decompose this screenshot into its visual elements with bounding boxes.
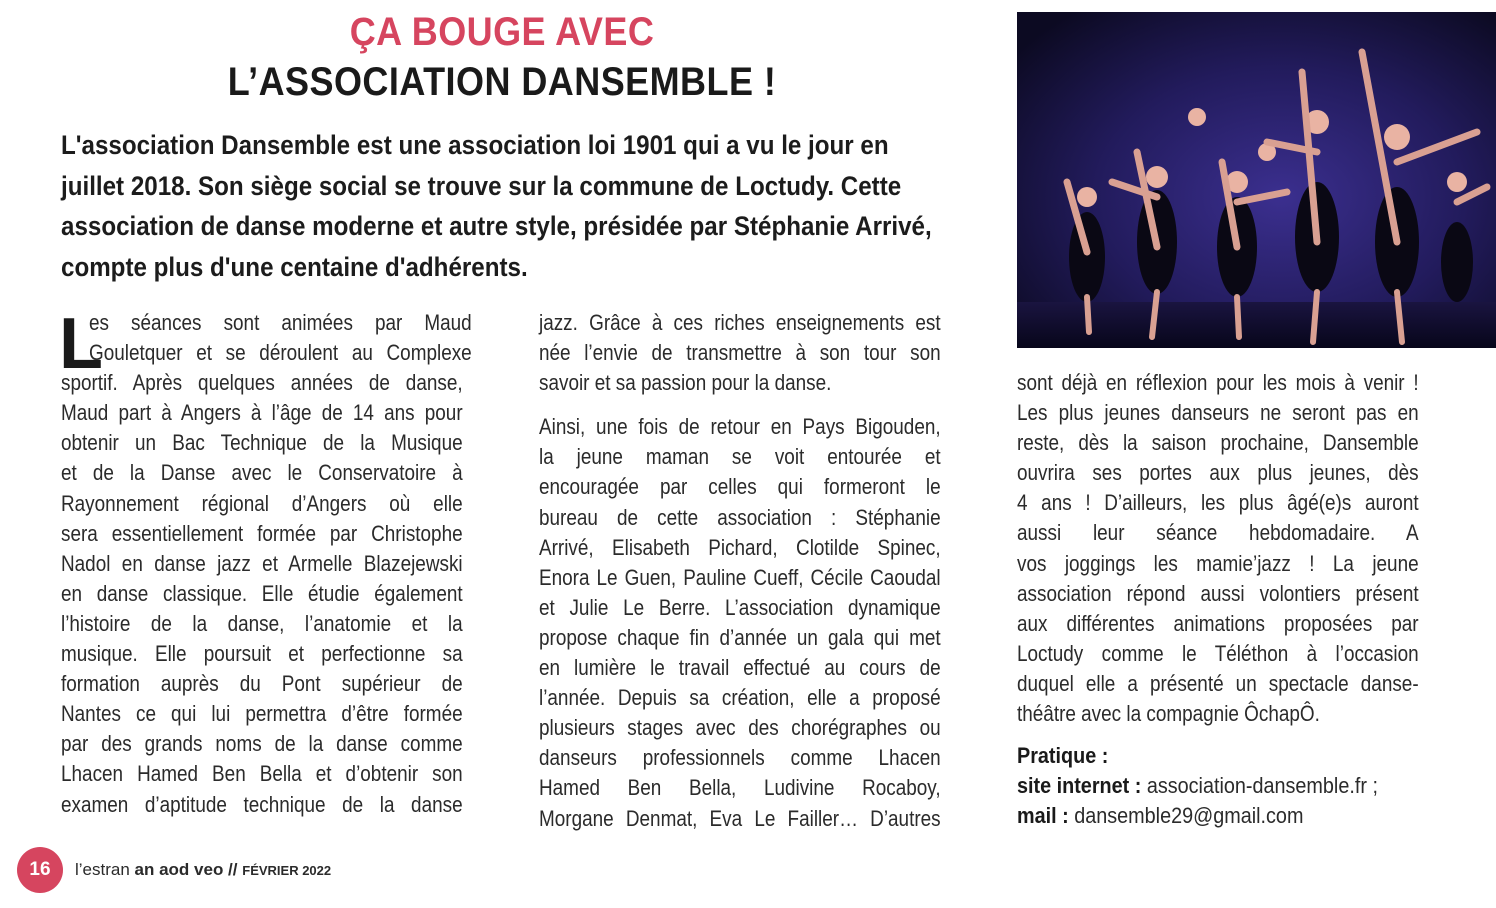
body-line: Les plus jeunes danseurs ne seront pas en [1017,400,1419,426]
intro-line: association de danse moderne et autre style, présidée par Stéphanie Arrivé, [61,211,932,241]
website-link[interactable]: association-dansemble.fr ; [1141,773,1378,799]
publication-name [75,860,331,880]
body-line: la jeune maman se voit entourée et [539,444,941,470]
column-3 [1017,368,1419,729]
body-line: formation auprès du Pont supérieur de [61,671,463,697]
body-line: 4 ans ! D’ailleurs, les plus âgé(e)s auront [1017,490,1419,516]
practical-info [1017,741,1418,831]
body-line: Nadol en danse jazz et Armelle Blazejewski [61,550,463,576]
paragraph-gap [539,398,941,412]
intro-line: compte plus d'une centaine d'adhérents. [61,251,528,282]
body-line: en danse classique. Elle étudie également [61,580,463,606]
body-line: et de la Danse avec le Conservatoire à [61,460,463,486]
body-line: musique. Elle poursuit et perfectionne sa [61,641,463,667]
body-line: jazz. Grâce à ces riches enseignements est [539,310,941,335]
column-1 [61,368,463,819]
column-2 [539,308,941,834]
title-line-2: L’ASSOCIATION DANSEMBLE ! [227,60,777,104]
body-line: savoir et sa passion pour la danse. [539,370,832,396]
body-line: danseurs professionnels comme Lhacen [539,745,941,771]
body-line: reste, dès la saison prochaine, Dansemble [1017,430,1419,456]
intro-line: L'association Dansemble est une association loi 1901 qui a vu le jour en [61,130,889,160]
intro-line: juillet 2018. Son siège social se trouve sur la commune de Loctudy. Cette [61,170,902,201]
publication-bold: an aod veo // [134,860,238,879]
body-line: Nantes ce qui lui permettra d’être formée [61,701,463,727]
body-line: l’histoire de la danse, l’anatomie et la [61,610,463,636]
page-number: 16 [17,847,63,893]
body-line: ouvrira ses portes aux plus jeunes, dès [1017,460,1419,486]
body-line: par des grands noms de la danse comme [61,731,463,757]
body-line: es séances sont animées par Maud [89,310,472,335]
body-line: aux différentes animations proposées par [1017,610,1419,636]
body-line: bureau de cette association : Stéphanie [539,504,941,530]
body-line: en lumière le travail effectué au cours de [539,655,941,681]
body-line: Maud part à Angers à l’âge de 14 ans pour [61,400,463,426]
title-line-1: ÇA BOUGE AVEC [349,10,655,54]
column-1-first-lines [89,308,491,368]
practical-heading: Pratique : [1017,743,1109,768]
body-line: duquel elle a présenté un spectacle danse- [1017,670,1419,696]
body-line: Hamed Ben Bella, Ludivine Rocaboy, [539,775,941,801]
body-line: Loctudy comme le Téléthon à l’occasion [1017,640,1419,666]
body-line: vos joggings les mamie’jazz ! La jeune [1017,550,1419,576]
body-line: Morgane Denmat, Eva Le Failler… D’autres [539,805,941,831]
body-line: Rayonnement régional d’Angers où elle [61,490,463,516]
issue-date: FÉVRIER 2022 [242,863,332,878]
body-line: propose chaque fin d’année un gala qui met [539,624,941,650]
body-line: aussi leur séance hebdomadaire. A [1017,520,1419,546]
body-line: théâtre avec la compagnie ÔchapÔ. [1017,701,1320,727]
body-line: Ainsi, une fois de retour en Pays Bigouden, [539,414,941,440]
publication-prefix: l’estran [75,860,135,879]
body-line: Arrivé, Elisabeth Pichard, Clotilde Spinec, [539,534,941,560]
dance-performance-photo [1017,12,1496,348]
body-line: Enora Le Guen, Pauline Cueff, Cécile Caoudal [539,564,941,590]
body-line: examen d’aptitude technique de la danse [61,791,463,817]
body-line: obtenir un Bac Technique de la Musique [61,430,463,456]
body-line: Lhacen Hamed Ben Bella et d’obtenir son [61,761,463,787]
body-line: l’année. Depuis sa création, elle a proposé [539,685,941,711]
email-link[interactable]: dansemble29@gmail.com [1068,803,1304,829]
mail-label: mail : [1017,803,1069,829]
drop-cap: L [59,304,103,384]
body-line: Gouletquer et se déroulent au Complexe [89,340,472,366]
body-line: et Julie Le Berre. L’association dynamique [539,594,941,620]
body-line: plusieurs stages avec des chorégraphes ou [539,715,941,741]
body-line: encouragée par celles qui formeront le [539,474,941,500]
body-line: sportif. Après quelques années de danse, [61,370,463,396]
body-line: sera essentiellement formée par Christophe [61,520,463,546]
body-line: association répond aussi volontiers présent [1017,580,1419,606]
article-intro [61,125,941,287]
website-label: site internet : [1017,773,1142,799]
body-line: née l’envie de transmettre à son tour son [539,340,941,366]
body-line: sont déjà en réflexion pour les mois à venir ! [1017,370,1419,395]
